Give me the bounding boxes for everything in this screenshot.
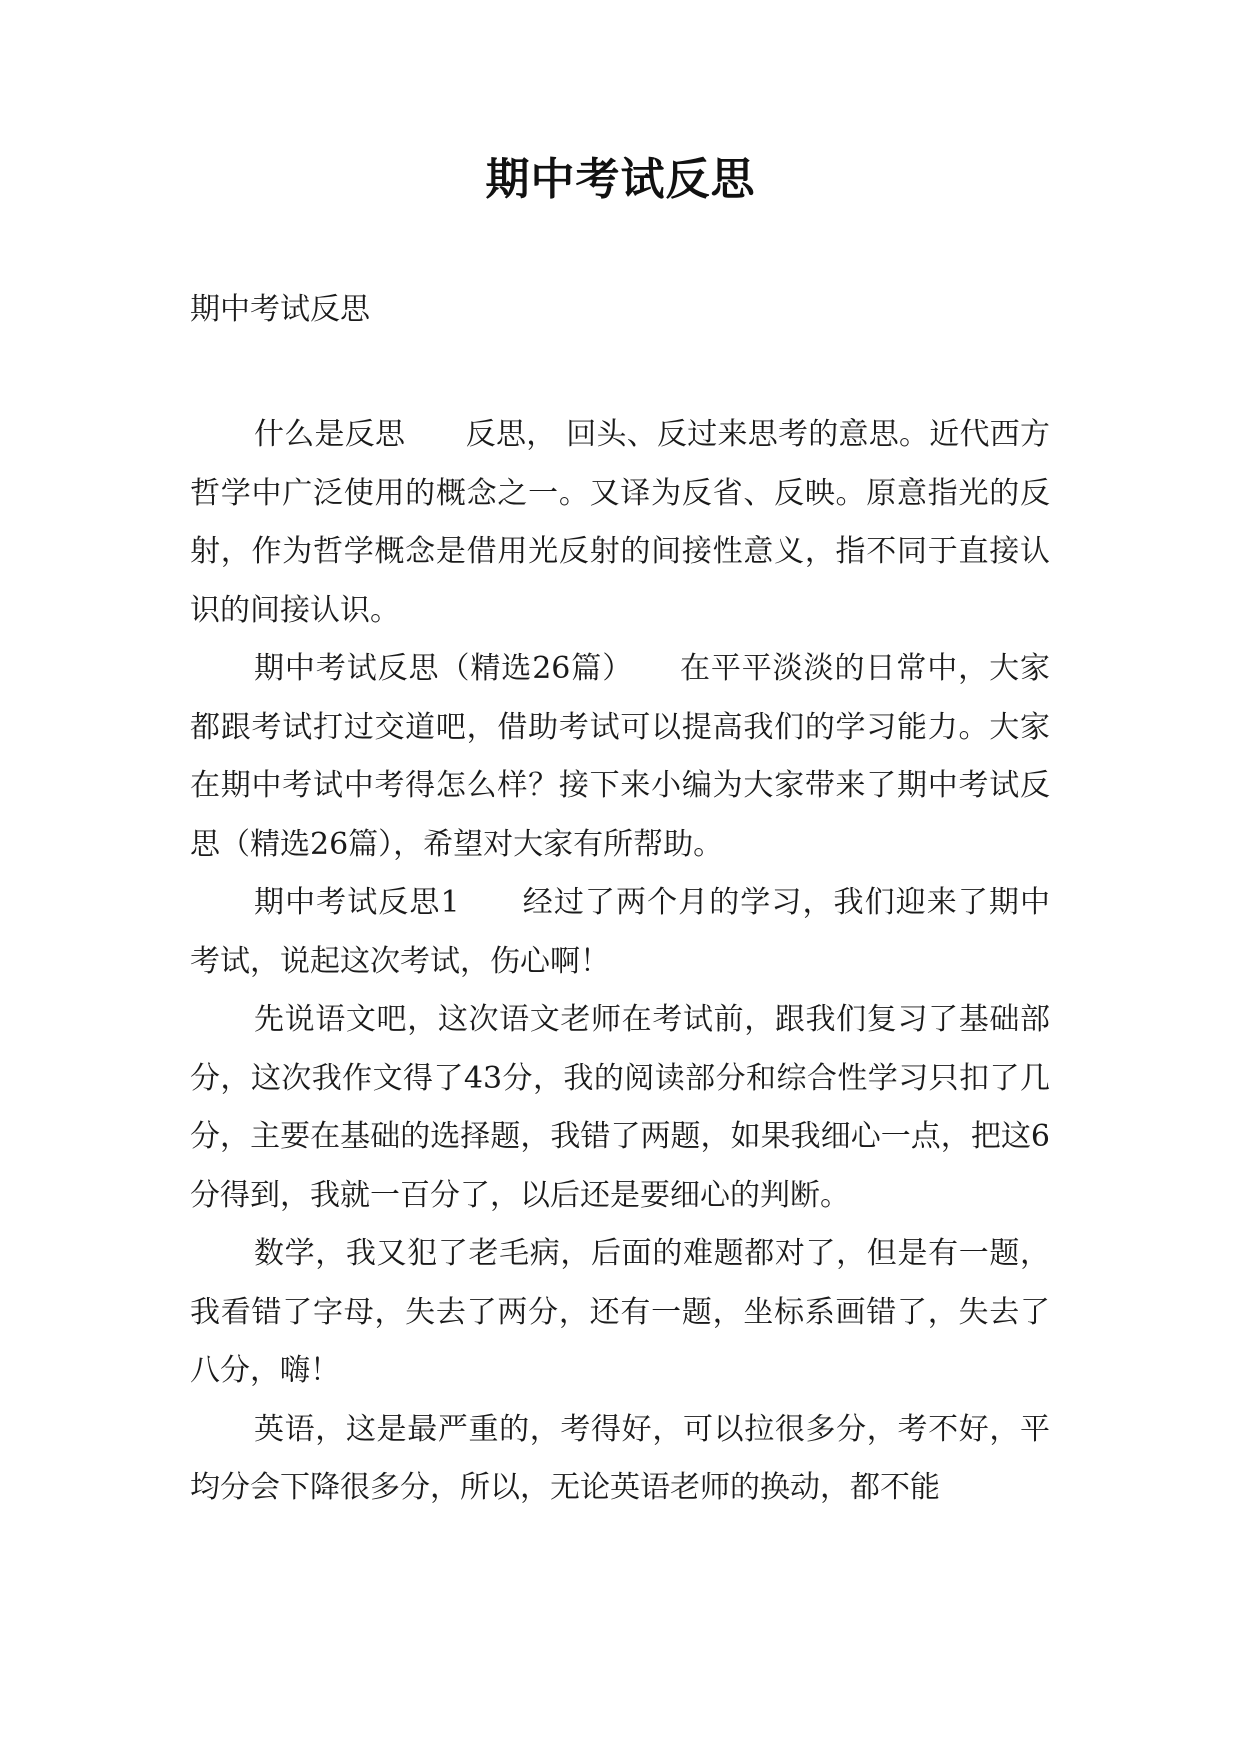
paragraph-intro: 期中考试反思（精选26篇） 在平平淡淡的日常中，大家都跟考试打过交道吧，借助考试可以提高我们的学习能力。大家在期中考试中考得怎么样？接下来小编为大家带来了期中考试反思（精选26篇），希望对大家有所帮助。: [190, 651, 1050, 862]
paragraph-chinese: 先说语文吧，这次语文老师在考试前，跟我们复习了基础部分，这次我作文得了43分，我的阅读部分和综合性学习只扣了几分，主要在基础的选择题，我错了两题，如果我细心一点，把这6分得到，我就一百分了，以后还是要细心的判断。: [190, 1002, 1050, 1213]
document-body: [190, 406, 1050, 1518]
document-subtitle: 期中考试反思: [190, 292, 370, 327]
paragraph-reflection-1: 期中考试反思1 经过了两个月的学习，我们迎来了期中考试，说起这次考试，伤心啊！: [190, 885, 1050, 979]
paragraph-math: 数学，我又犯了老毛病，后面的难题都对了，但是有一题，我看错了字母，失去了两分，还有一题，坐标系画错了，失去了八分，嗨！: [190, 1236, 1050, 1388]
paragraph-english: 英语，这是最严重的，考得好，可以拉很多分，考不好，平均分会下降很多分，所以，无论英语老师的换动，都不能: [190, 1411, 1050, 1505]
document-title: 期中考试反思: [485, 154, 756, 205]
paragraph-what-is-reflection: 什么是反思 反思， 回头、反过来思考的意思。近代西方哲学中广泛使用的概念之一。又译为反省、反映。原意指光的反射，作为哲学概念是借用光反射的间接性意义，指不同于直接认识的间接认识。: [190, 417, 1050, 628]
